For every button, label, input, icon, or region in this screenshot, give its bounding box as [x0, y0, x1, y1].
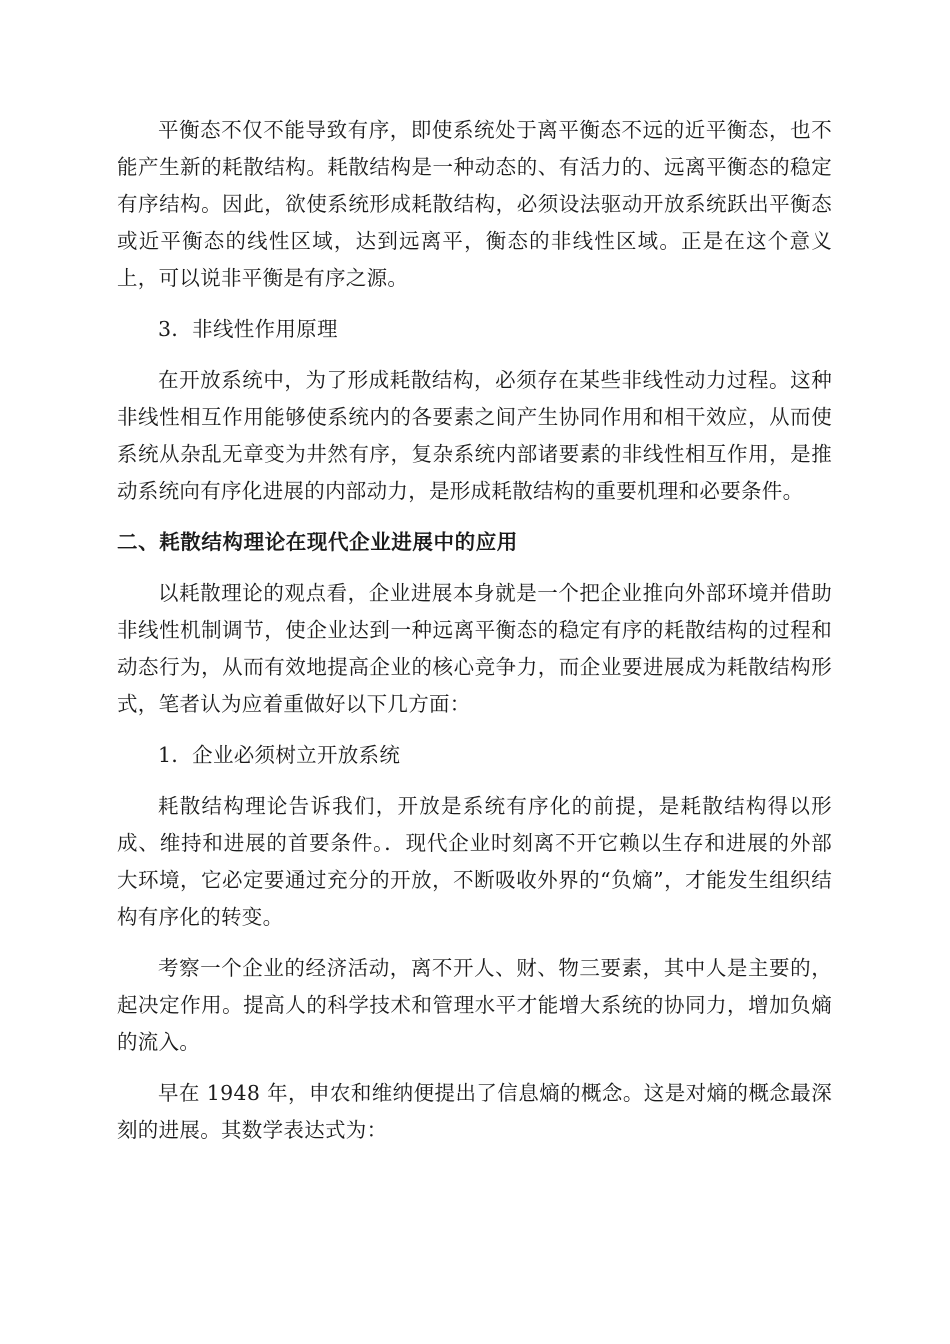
section-heading-application: 二、耗散结构理论在现代企业进展中的应用: [117, 530, 518, 554]
document-body: [117, 112, 832, 1163]
paragraph-information-entropy: 早在 1948 年，申农和维纳便提出了信息熵的概念。这是对熵的概念最深刻的进展。其数学表达式为：: [117, 1081, 832, 1142]
paragraph-openness: 耗散结构理论告诉我们，开放是系统有序化的前提，是耗散结构得以形成、维持和进展的首要条件。．现代企业时刻离不开它赖以生存和进展的外部大环境，它必定要通过充分的开放，不断吸收外界的“负熵”，才能发生组织结构有序化的转变。: [117, 794, 832, 929]
subheading-nonlinear-principle: 3．非线性作用原理: [158, 317, 338, 341]
paragraph-enterprise-development: 以耗散理论的观点看，企业进展本身就是一个把企业推向外部环境并借助非线性机制调节，使企业达到一种远离平衡态的稳定有序的耗散结构的过程和动态行为，从而有效地提高企业的核心竞争力，而企业要进展成为耗散结构形式，笔者认为应着重做好以下几方面：: [117, 581, 832, 716]
paragraph-nonequilibrium-order: 平衡态不仅不能导致有序，即使系统处于离平衡态不远的近平衡态，也不能产生新的耗散结构。耗散结构是一种动态的、有活力的、远离平衡态的稳定有序结构。因此，欲使系统形成耗散结构，必须设法驱动开放系统跃出平衡态或近平衡态的线性区域，达到远离平，衡态的非线性区域。正是在这个意义上，可以说非平衡是有序之源。: [117, 118, 832, 290]
paragraph-human-factor: 考察一个企业的经济活动，离不开人、财、物三要素，其中人是主要的，起决定作用。提高人的科学技术和管理水平才能增大系统的协同力，增加负熵的流入。: [117, 956, 832, 1054]
subheading-open-system: 1．企业必须树立开放系统: [158, 743, 401, 767]
paragraph-nonlinear-interaction: 在开放系统中，为了形成耗散结构，必须存在某些非线性动力过程。这种非线性相互作用能够使系统内的各要素之间产生协同作用和相干效应，从而使系统从杂乱无章变为井然有序，复杂系统内部诸要素的非线性相互作用，是推动系统向有序化进展的内部动力，是形成耗散结构的重要机理和必要条件。: [117, 368, 832, 503]
